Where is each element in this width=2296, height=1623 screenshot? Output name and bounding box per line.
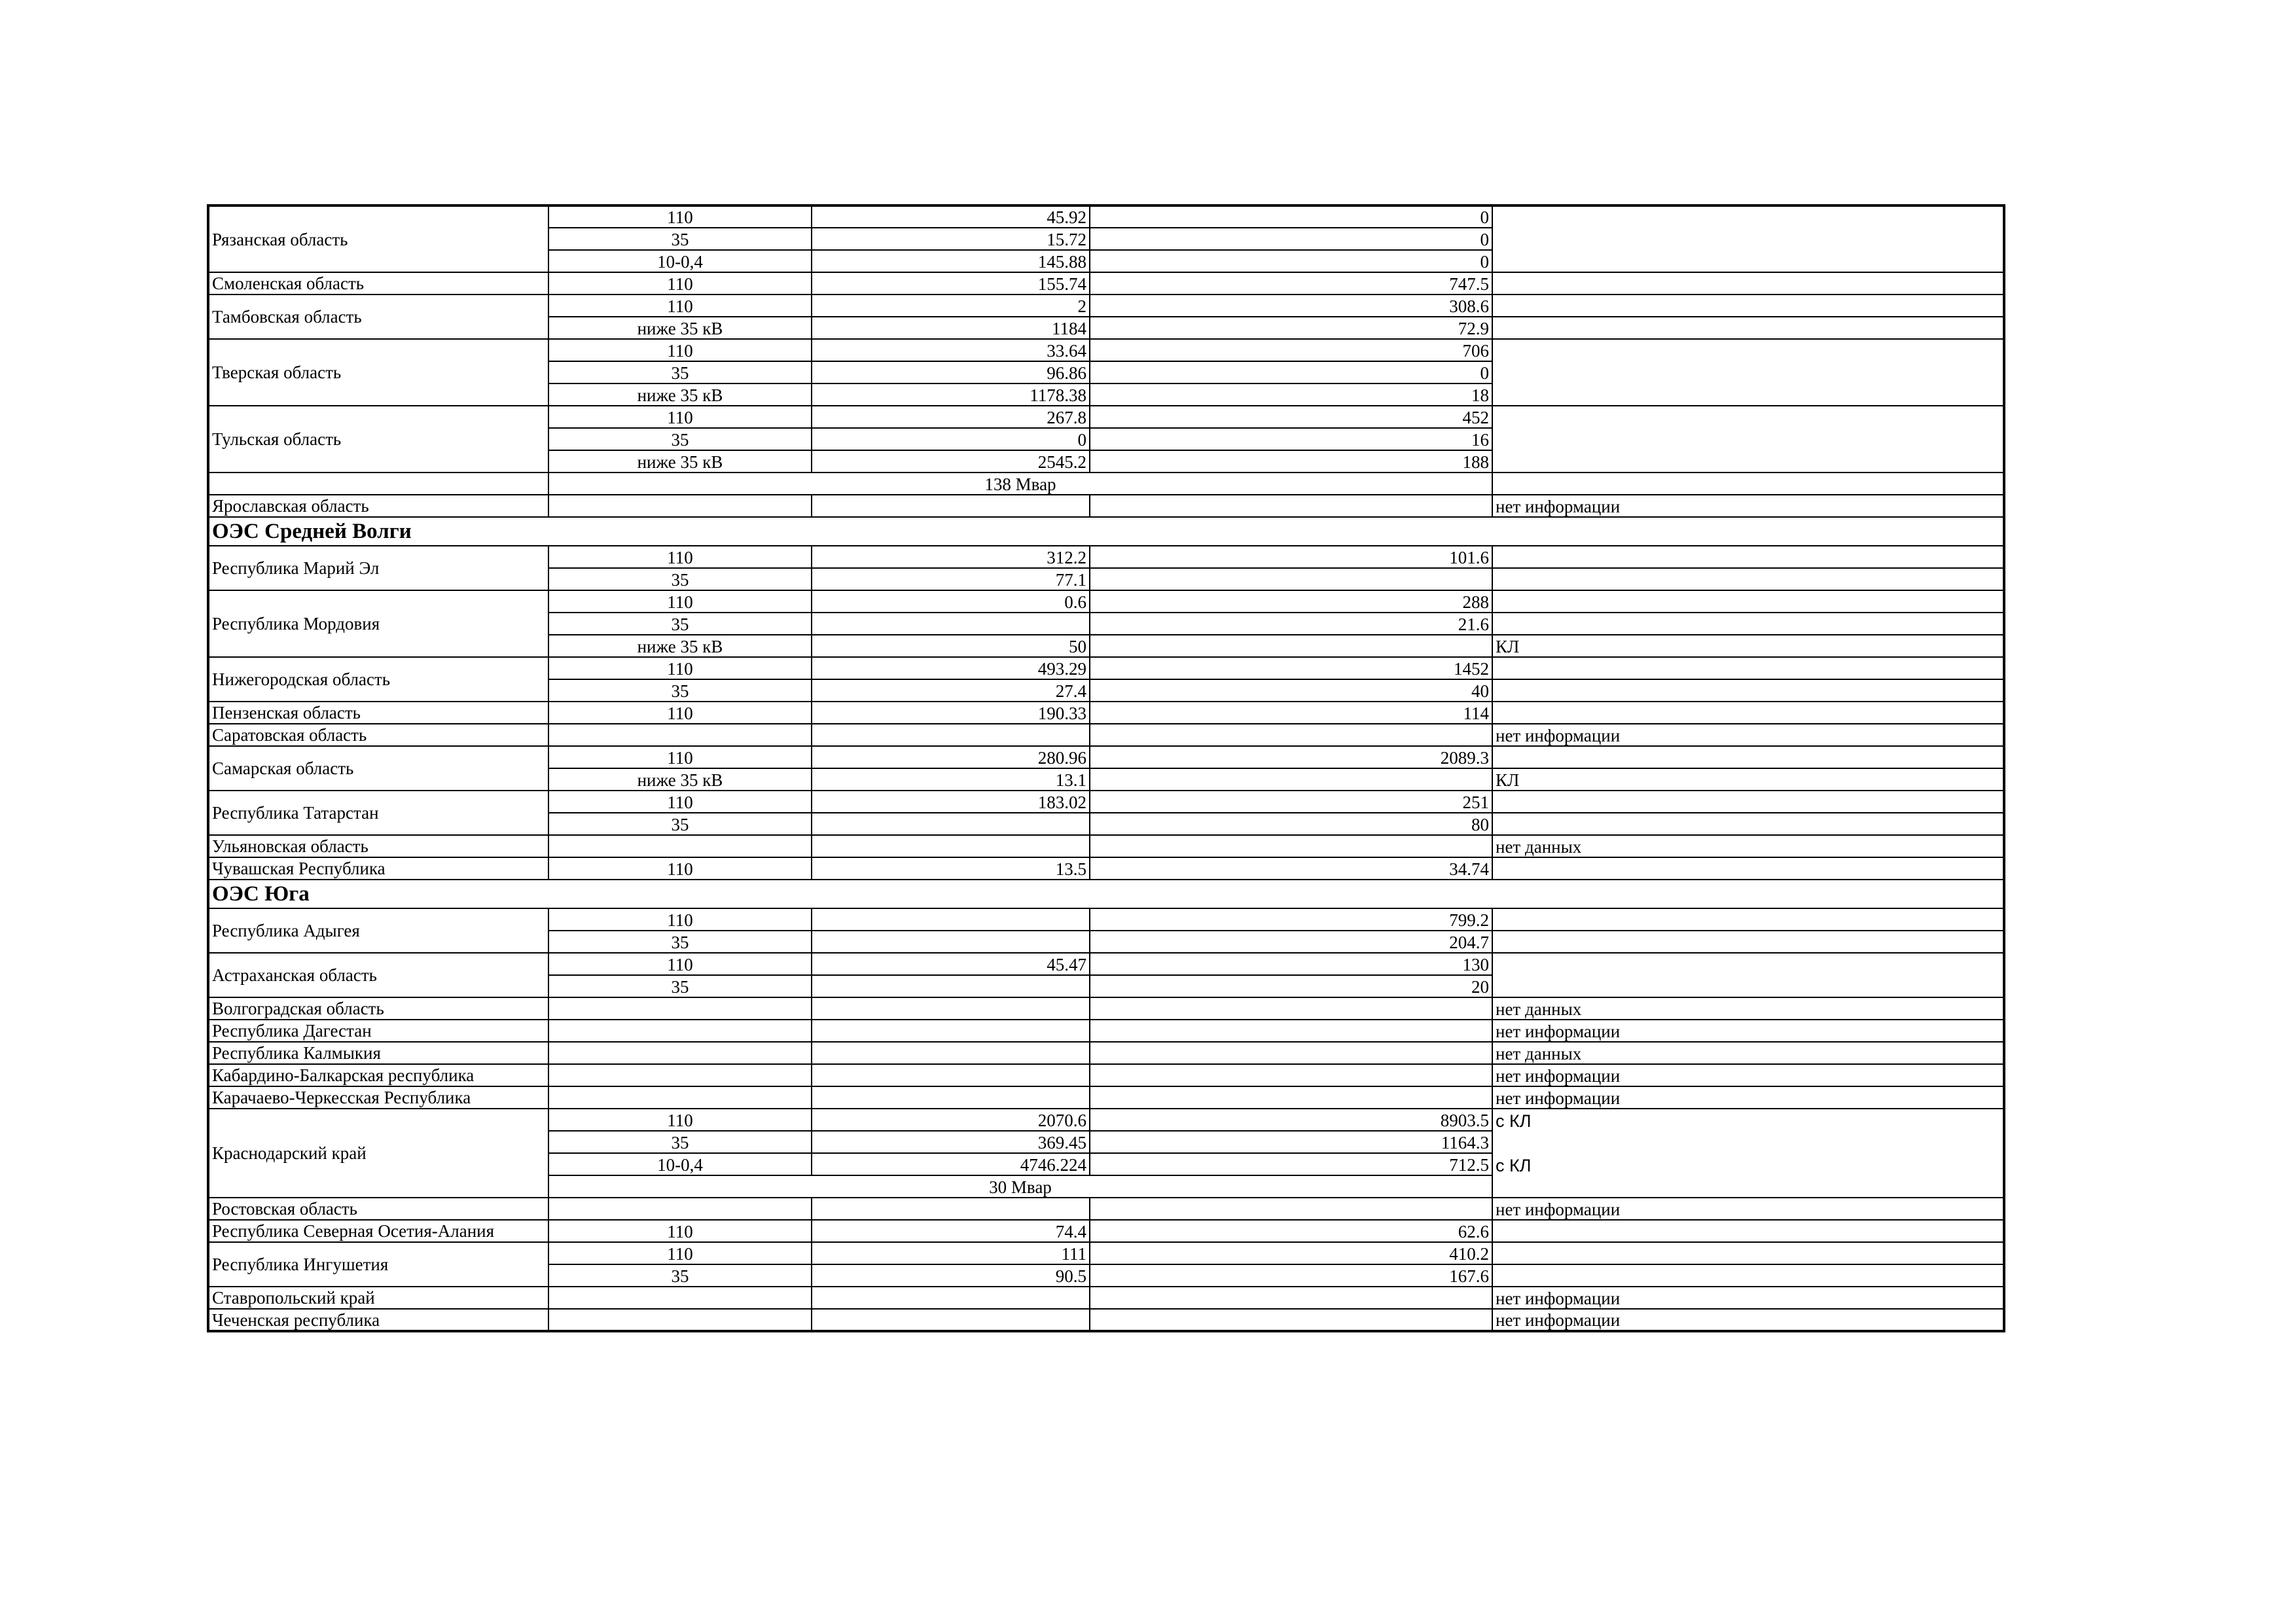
note-cell: нет информации — [1492, 1020, 2004, 1042]
value-cell-2: 18 — [1090, 383, 1492, 406]
region-cell: Ставропольский край — [208, 1287, 548, 1309]
value-cell-2: 130 — [1090, 953, 1492, 975]
region-cell: Республика Ингушетия — [208, 1242, 548, 1287]
value-cell-2: 20 — [1090, 975, 1492, 997]
value-cell-2: 0 — [1090, 205, 1492, 228]
value-cell-1: 27.4 — [812, 679, 1090, 702]
value-cell-1: 13.1 — [812, 768, 1090, 791]
note-cell — [1492, 857, 2004, 880]
table-row — [208, 657, 2004, 679]
region-cell: Республика Татарстан — [208, 791, 548, 835]
value-cell-1: 0 — [812, 428, 1090, 450]
region-cell: Ярославская область — [208, 495, 548, 517]
voltage-cell: 10-0,4 — [548, 250, 812, 272]
voltage-cell — [548, 1042, 812, 1064]
voltage-cell: 110 — [548, 294, 812, 317]
voltage-cell: ниже 35 кВ — [548, 768, 812, 791]
value-cell-1 — [812, 835, 1090, 857]
value-cell-2: 40 — [1090, 679, 1492, 702]
value-cell-2: 288 — [1090, 590, 1492, 613]
value-cell-2 — [1090, 1064, 1492, 1086]
note-cell — [1492, 657, 2004, 679]
value-cell-1: 2070.6 — [812, 1109, 1090, 1131]
value-cell-1 — [812, 613, 1090, 635]
value-cell-1 — [812, 1020, 1090, 1042]
table-row — [208, 590, 2004, 613]
region-cell: Смоленская область — [208, 272, 548, 294]
value-cell-2 — [1090, 835, 1492, 857]
note-cell — [1492, 679, 2004, 702]
value-cell-1: 1178.38 — [812, 383, 1090, 406]
note-cell — [1492, 813, 2004, 835]
note-cell — [1492, 568, 2004, 590]
table-row — [208, 339, 2004, 361]
voltage-cell: ниже 35 кВ — [548, 450, 812, 473]
value-cell-2 — [1090, 1287, 1492, 1309]
note-cell — [1492, 590, 2004, 613]
table-row — [208, 495, 2004, 517]
region-cell: Пензенская область — [208, 702, 548, 724]
note-cell: нет информации — [1492, 1287, 2004, 1309]
note-cell: нет информации — [1492, 1309, 2004, 1331]
voltage-cell: ниже 35 кВ — [548, 383, 812, 406]
voltage-cell — [548, 997, 812, 1020]
voltage-cell: 110 — [548, 908, 812, 931]
value-cell-1 — [812, 1287, 1090, 1309]
region-cell: Республика Адыгея — [208, 908, 548, 953]
value-cell-1 — [812, 724, 1090, 746]
table-row — [208, 1242, 2004, 1264]
value-cell-1: 15.72 — [812, 228, 1090, 250]
voltage-cell: 35 — [548, 813, 812, 835]
note-cell — [1492, 317, 2004, 339]
note-cell — [1492, 1264, 2004, 1287]
value-cell-1 — [812, 1086, 1090, 1109]
value-cell-2: 1164.3 — [1090, 1131, 1492, 1153]
table-row — [208, 1309, 2004, 1331]
table-row — [208, 406, 2004, 428]
voltage-cell: 35 — [548, 228, 812, 250]
note-cell: нет информации — [1492, 1064, 2004, 1086]
note-cell — [1492, 908, 2004, 931]
voltage-cell: ниже 35 кВ — [548, 317, 812, 339]
voltage-cell: 110 — [548, 1109, 812, 1131]
value-cell-2: 452 — [1090, 406, 1492, 428]
voltage-cell: 110 — [548, 1220, 812, 1242]
voltage-cell — [548, 724, 812, 746]
value-cell-2 — [1090, 635, 1492, 657]
note-cell: с КЛ — [1492, 1109, 2004, 1131]
value-cell-1 — [812, 1198, 1090, 1220]
region-cell: Кабардино-Балкарская республика — [208, 1064, 548, 1086]
value-cell-2: 1452 — [1090, 657, 1492, 679]
value-cell-2: 101.6 — [1090, 546, 1492, 568]
value-cell-1: 190.33 — [812, 702, 1090, 724]
note-cell — [1492, 1220, 2004, 1242]
region-cell: Республика Марий Эл — [208, 546, 548, 590]
voltage-cell: 110 — [548, 546, 812, 568]
value-cell-1: 280.96 — [812, 746, 1090, 768]
table-row — [208, 1042, 2004, 1064]
value-cell-2 — [1090, 724, 1492, 746]
note-cell — [1492, 406, 2004, 473]
voltage-cell: 110 — [548, 1242, 812, 1264]
voltage-cell: 35 — [548, 931, 812, 953]
value-cell-1: 2 — [812, 294, 1090, 317]
note-cell: нет данных — [1492, 835, 2004, 857]
voltage-cell: 35 — [548, 679, 812, 702]
value-cell-2: 0 — [1090, 250, 1492, 272]
voltage-cell: 35 — [548, 975, 812, 997]
value-cell-2: 799.2 — [1090, 908, 1492, 931]
note-cell — [1492, 473, 2004, 495]
value-cell-1: 96.86 — [812, 361, 1090, 383]
region-cell: Республика Северная Осетия-Алания — [208, 1220, 548, 1242]
value-cell-1: 493.29 — [812, 657, 1090, 679]
note-cell: нет данных — [1492, 997, 2004, 1020]
value-cell-1: 0.6 — [812, 590, 1090, 613]
table-row — [208, 908, 2004, 931]
value-cell-2: 251 — [1090, 791, 1492, 813]
compensation-value: 138 Мвар — [548, 473, 1492, 495]
table-row — [208, 1109, 2004, 1131]
table-row — [208, 546, 2004, 568]
table-row — [208, 294, 2004, 317]
note-cell — [1492, 272, 2004, 294]
note-cell — [1492, 339, 2004, 406]
note-cell: нет информации — [1492, 495, 2004, 517]
voltage-cell: 110 — [548, 205, 812, 228]
region-cell: Ульяновская область — [208, 835, 548, 857]
value-cell-1: 13.5 — [812, 857, 1090, 880]
voltage-cell: 35 — [548, 568, 812, 590]
note-cell — [1492, 702, 2004, 724]
region-cell: Ростовская область — [208, 1198, 548, 1220]
value-cell-2 — [1090, 568, 1492, 590]
value-cell-2: 712.5 — [1090, 1153, 1492, 1175]
table-row — [208, 835, 2004, 857]
table-row — [208, 205, 2004, 228]
voltage-cell: 110 — [548, 339, 812, 361]
value-cell-2: 0 — [1090, 361, 1492, 383]
value-cell-1: 312.2 — [812, 546, 1090, 568]
region-cell: Республика Калмыкия — [208, 1042, 548, 1064]
voltage-cell: 110 — [548, 746, 812, 768]
table-row — [208, 997, 2004, 1020]
value-cell-1 — [812, 931, 1090, 953]
voltage-cell: 110 — [548, 406, 812, 428]
region-cell: Рязанская область — [208, 205, 548, 272]
voltage-cell — [548, 495, 812, 517]
compensation-value: 30 Мвар — [548, 1175, 1492, 1198]
table-row — [208, 953, 2004, 975]
region-cell: Тульская область — [208, 406, 548, 473]
value-cell-1: 267.8 — [812, 406, 1090, 428]
value-cell-1 — [812, 1309, 1090, 1331]
region-cell: Нижегородская область — [208, 657, 548, 702]
section-title: ОЭС Юга — [208, 880, 2004, 908]
value-cell-1: 45.92 — [812, 205, 1090, 228]
value-cell-1 — [812, 908, 1090, 931]
table-row — [208, 746, 2004, 768]
section-title: ОЭС Средней Волги — [208, 517, 2004, 546]
region-cell: Республика Дагестан — [208, 1020, 548, 1042]
note-cell: КЛ — [1492, 635, 2004, 657]
note-cell — [1492, 1242, 2004, 1264]
note-cell — [1492, 294, 2004, 317]
note-cell — [1492, 546, 2004, 568]
note-cell: нет информации — [1492, 1198, 2004, 1220]
value-cell-2: 2089.3 — [1090, 746, 1492, 768]
section-header-row — [208, 517, 2004, 546]
note-cell: нет данных — [1492, 1042, 2004, 1064]
value-cell-1: 90.5 — [812, 1264, 1090, 1287]
value-cell-2 — [1090, 1198, 1492, 1220]
value-cell-1: 183.02 — [812, 791, 1090, 813]
voltage-cell: 10-0,4 — [548, 1153, 812, 1175]
region-cell: Тверская область — [208, 339, 548, 406]
note-cell — [1492, 1131, 2004, 1153]
table-row — [208, 272, 2004, 294]
value-cell-1: 50 — [812, 635, 1090, 657]
value-cell-1: 4746.224 — [812, 1153, 1090, 1175]
value-cell-2: 62.6 — [1090, 1220, 1492, 1242]
value-cell-1 — [812, 975, 1090, 997]
value-cell-2: 0 — [1090, 228, 1492, 250]
voltage-cell: 35 — [548, 361, 812, 383]
value-cell-1: 33.64 — [812, 339, 1090, 361]
value-cell-2: 188 — [1090, 450, 1492, 473]
value-cell-1: 155.74 — [812, 272, 1090, 294]
value-cell-1 — [812, 997, 1090, 1020]
value-cell-1: 74.4 — [812, 1220, 1090, 1242]
region-cell: Карачаево-Черкесская Республика — [208, 1086, 548, 1109]
value-cell-2 — [1090, 1042, 1492, 1064]
value-cell-2: 308.6 — [1090, 294, 1492, 317]
region-cell: Краснодарский край — [208, 1109, 548, 1198]
note-cell: нет информации — [1492, 724, 2004, 746]
value-cell-2: 8903.5 — [1090, 1109, 1492, 1131]
region-cell: Чувашская Республика — [208, 857, 548, 880]
value-cell-2 — [1090, 768, 1492, 791]
value-cell-1: 111 — [812, 1242, 1090, 1264]
note-cell — [1492, 613, 2004, 635]
value-cell-2: 114 — [1090, 702, 1492, 724]
table-row — [208, 1020, 2004, 1042]
value-cell-1: 45.47 — [812, 953, 1090, 975]
region-cell: Астраханская область — [208, 953, 548, 997]
compensation-row — [208, 473, 2004, 495]
value-cell-2: 34.74 — [1090, 857, 1492, 880]
note-cell — [1492, 1175, 2004, 1198]
voltage-cell: 110 — [548, 857, 812, 880]
value-cell-2: 80 — [1090, 813, 1492, 835]
value-cell-1 — [812, 495, 1090, 517]
table-row — [208, 791, 2004, 813]
note-cell — [1492, 746, 2004, 768]
value-cell-2 — [1090, 1020, 1492, 1042]
note-cell — [1492, 953, 2004, 997]
table-row — [208, 857, 2004, 880]
voltage-cell: 35 — [548, 613, 812, 635]
voltage-cell: 110 — [548, 657, 812, 679]
value-cell-2 — [1090, 1086, 1492, 1109]
note-cell — [1492, 791, 2004, 813]
voltage-cell: 110 — [548, 590, 812, 613]
voltage-cell: 35 — [548, 1264, 812, 1287]
voltage-cell: 110 — [548, 791, 812, 813]
region-cell: Тамбовская область — [208, 294, 548, 339]
value-cell-1: 369.45 — [812, 1131, 1090, 1153]
voltage-cell — [548, 1064, 812, 1086]
note-cell: нет информации — [1492, 1086, 2004, 1109]
voltage-cell — [548, 835, 812, 857]
region-cell: Чеченская республика — [208, 1309, 548, 1331]
value-cell-1 — [812, 813, 1090, 835]
note-cell — [1492, 931, 2004, 953]
table-row — [208, 724, 2004, 746]
value-cell-2: 410.2 — [1090, 1242, 1492, 1264]
voltage-cell: 35 — [548, 428, 812, 450]
value-cell-1: 2545.2 — [812, 450, 1090, 473]
voltage-cell: ниже 35 кВ — [548, 635, 812, 657]
table-row — [208, 1287, 2004, 1309]
table-row — [208, 1198, 2004, 1220]
value-cell-1 — [812, 1042, 1090, 1064]
value-cell-2: 706 — [1090, 339, 1492, 361]
region-cell: Волгоградская область — [208, 997, 548, 1020]
region-cell — [208, 473, 548, 495]
region-cell: Республика Мордовия — [208, 590, 548, 657]
value-cell-2 — [1090, 1309, 1492, 1331]
region-cell: Самарская область — [208, 746, 548, 791]
note-cell — [1492, 205, 2004, 272]
voltage-cell: 35 — [548, 1131, 812, 1153]
value-cell-2: 747.5 — [1090, 272, 1492, 294]
value-cell-2: 21.6 — [1090, 613, 1492, 635]
voltage-cell: 110 — [548, 702, 812, 724]
value-cell-2: 204.7 — [1090, 931, 1492, 953]
value-cell-2: 167.6 — [1090, 1264, 1492, 1287]
table-row — [208, 1220, 2004, 1242]
table-row — [208, 1086, 2004, 1109]
value-cell-2: 16 — [1090, 428, 1492, 450]
value-cell-2 — [1090, 495, 1492, 517]
region-cell: Саратовская область — [208, 724, 548, 746]
voltage-cell — [548, 1198, 812, 1220]
note-cell: КЛ — [1492, 768, 2004, 791]
value-cell-1: 77.1 — [812, 568, 1090, 590]
section-header-row — [208, 880, 2004, 908]
voltage-cell — [548, 1086, 812, 1109]
value-cell-2: 72.9 — [1090, 317, 1492, 339]
value-cell-1: 145.88 — [812, 250, 1090, 272]
voltage-cell: 110 — [548, 272, 812, 294]
voltage-cell — [548, 1287, 812, 1309]
data-table — [207, 204, 2005, 1332]
table-row — [208, 702, 2004, 724]
value-cell-1: 1184 — [812, 317, 1090, 339]
voltage-cell — [548, 1020, 812, 1042]
note-cell: с КЛ — [1492, 1153, 2004, 1175]
table-row — [208, 1064, 2004, 1086]
voltage-cell: 110 — [548, 953, 812, 975]
value-cell-1 — [812, 1064, 1090, 1086]
value-cell-2 — [1090, 997, 1492, 1020]
voltage-cell — [548, 1309, 812, 1331]
